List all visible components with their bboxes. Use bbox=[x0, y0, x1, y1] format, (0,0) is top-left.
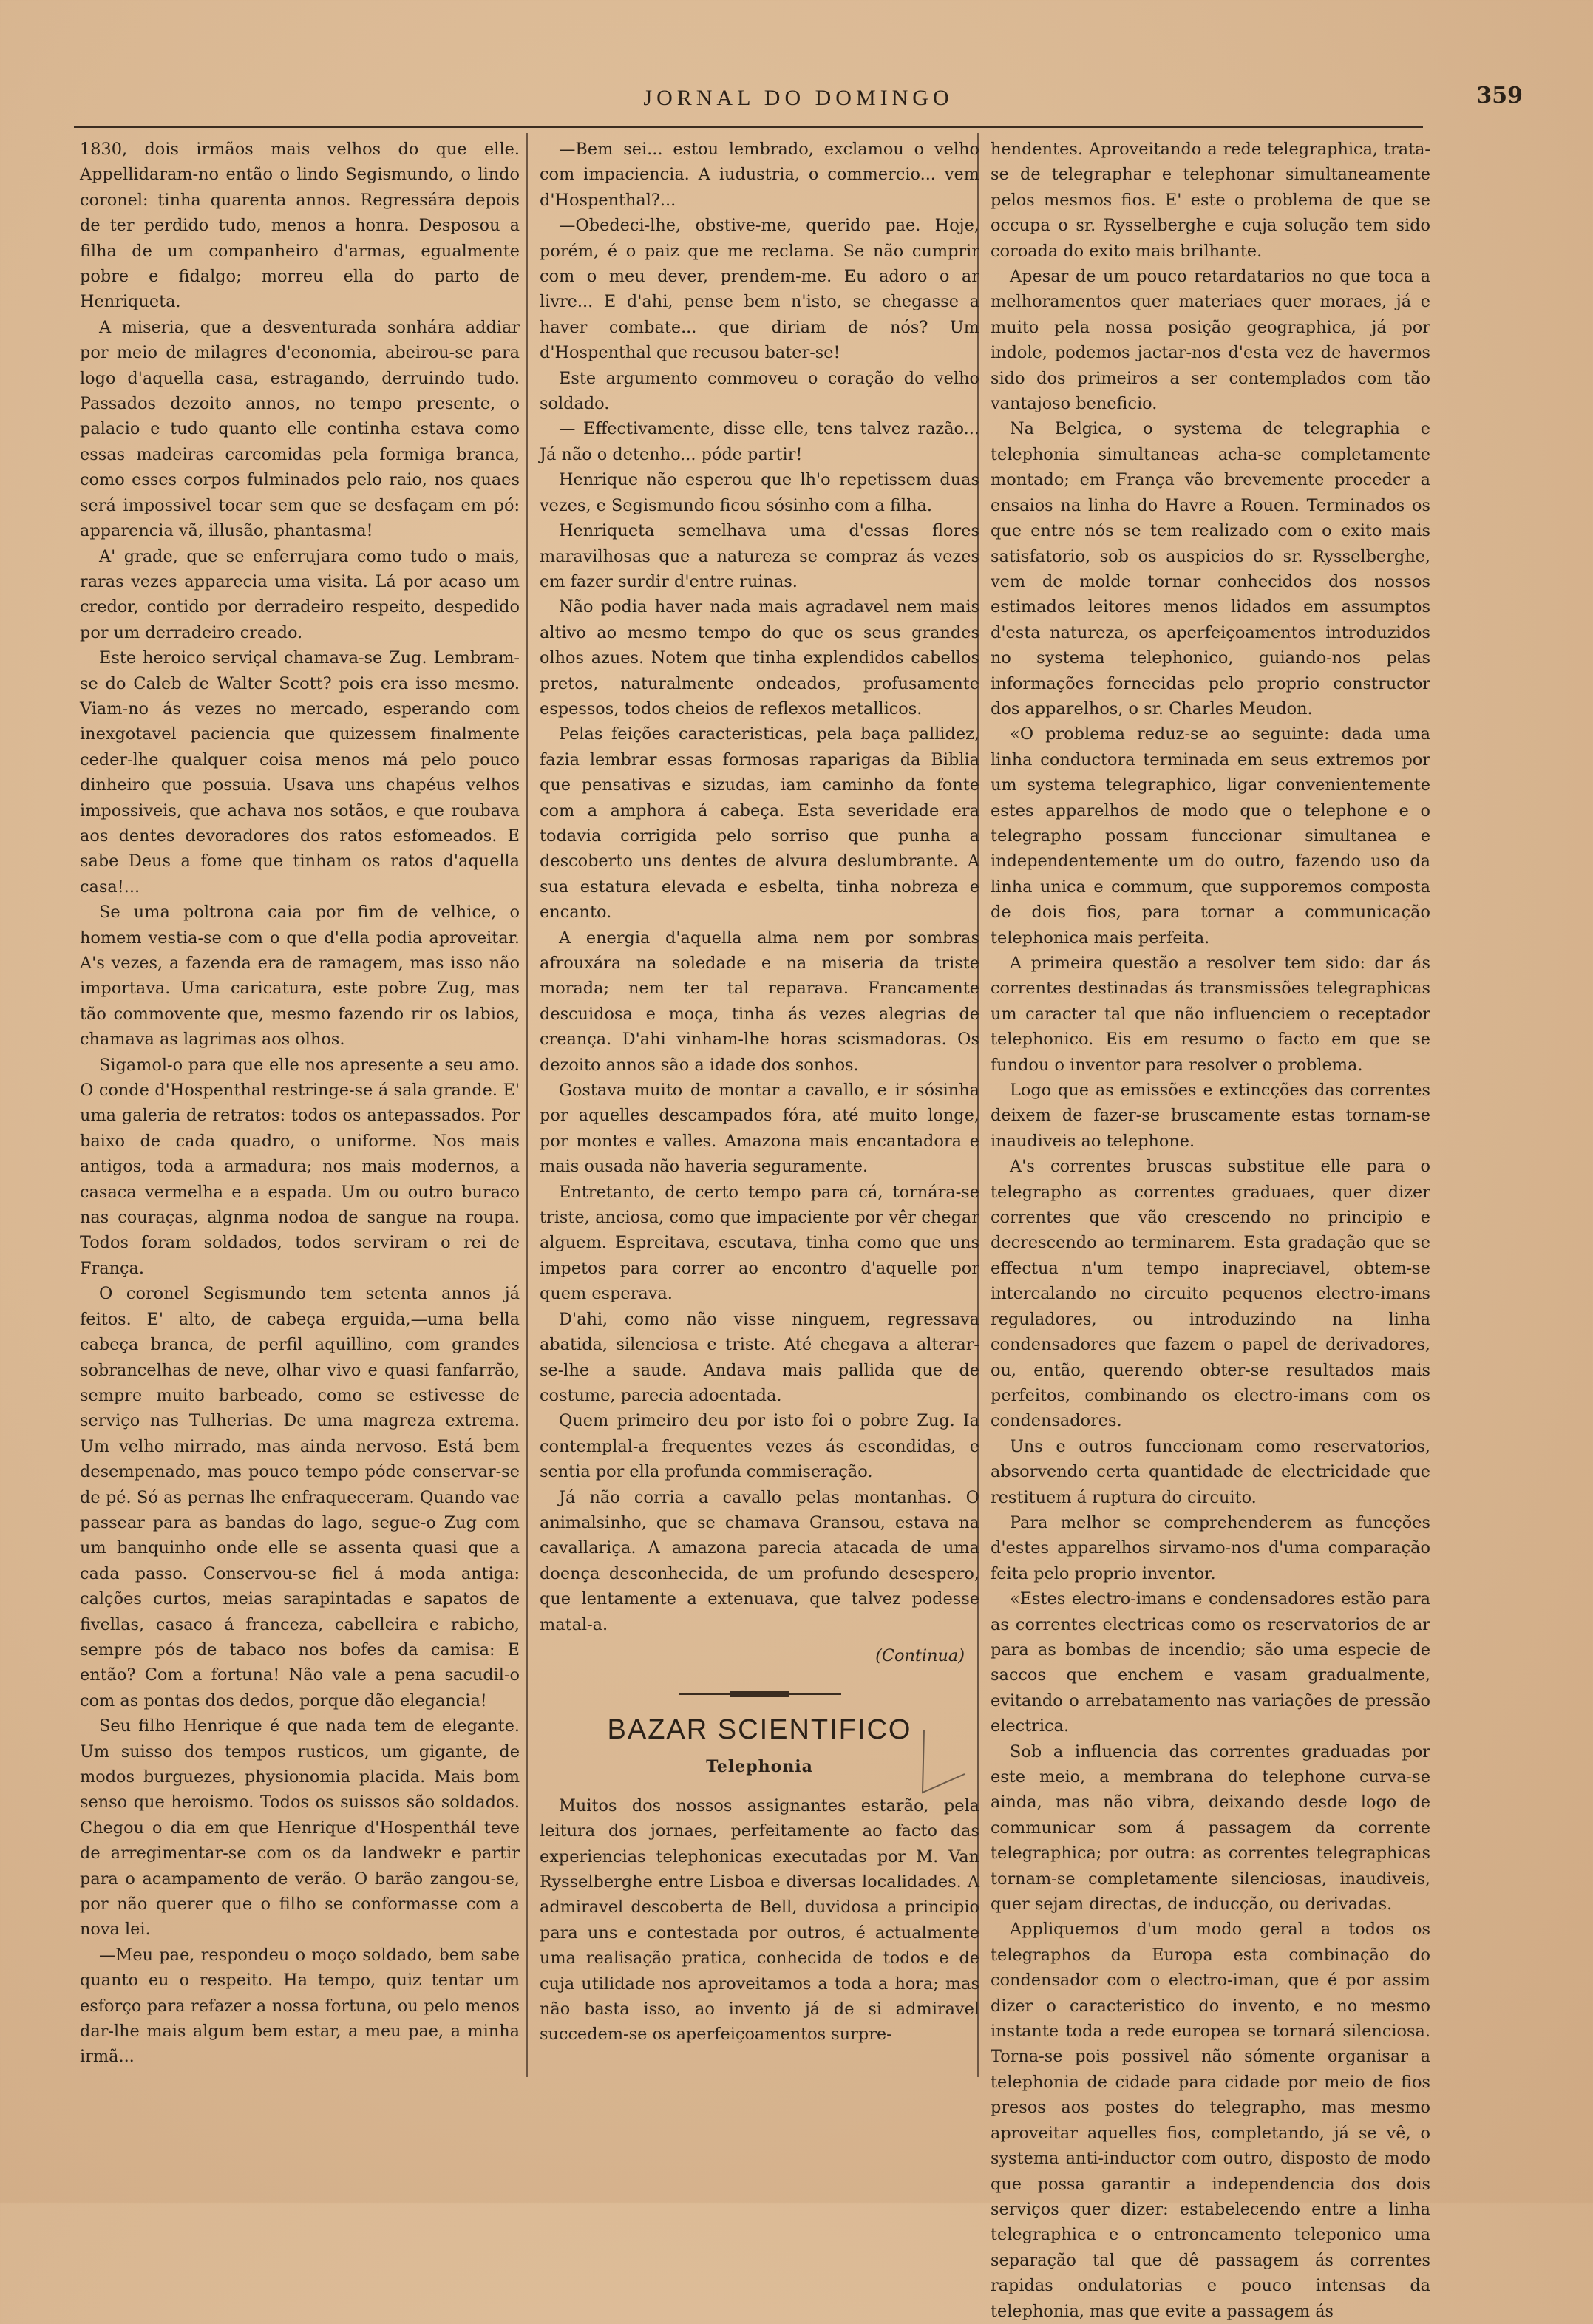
paragraph: Uns e outros funccionam como reservatorios, absorvendo certa quantidade de electricidade que restituem á ruptura do circuito. bbox=[991, 1436, 1430, 1507]
continua-label: (Continua) bbox=[875, 1645, 965, 1665]
paragraph: Quem primeiro deu por isto foi o pobre Zug. Ia contemplal-a frequentes vezes ás escondidas, e sentia por ella profunda commiseração. bbox=[540, 1411, 979, 1482]
paragraph: Pelas feições caracteristicas, pela baça pallidez, fazia lembrar essas formosas raparigas da Biblia que pensativas e sizudas, iam caminho da fonte com a amphora á cabeça. Esta severidade era todavia corrigida pelo sorriso que punha a descoberto uns dentes de alvura deslumbrante. A sua estatura elevada e esbelta, tinha nobreza e encanto. bbox=[540, 724, 979, 923]
paragraph: «O problema reduz-se ao seguinte: dada uma linha conductora terminada em seus extremos por um systema telegraphico, ligar convenientemente estes apparelhos de modo que o telephone e o telegrapho possam funccionar simultanea e independentemente um do outro, fazendo uso da linha unica e commum, que supporemos composta de dois fios, para tornar a communicação telephonica mais perfeita. bbox=[991, 724, 1430, 948]
paragraph: —Meu pae, respondeu o moço soldado, bem sabe quanto eu o respeito. Ha tempo, quiz tentar um esforço para refazer a nossa fortuna, ou pelo menos dar-lhe mais algum bem estar, a meu pae, a minha irmã... bbox=[80, 1945, 520, 2067]
paragraph: —Obedeci-lhe, obstive-me, querido pae. Hoje, porém, é o paiz que me reclama. Se não cumprir com o meu dever, prendem-me. Eu adoro o ar livre... E d'ahi, pense bem n'isto, se chegasse a haver combate... que diriam de nós? Um d'Hospenthal que recusou bater-se! bbox=[540, 216, 979, 363]
paragraph: Se uma poltrona caia por fim de velhice, o homem vestia-se com o que d'ella podia aproveitar. A's vezes, a fazenda era de ramagem, mas isso não importava. Uma caricatura, este pobre Zug, mas tão commovente que, mesmo fazendo rir os labios, chamava as lagrimas aos olhos. bbox=[80, 903, 520, 1050]
paragraph: Logo que as emissões e extincções das correntes deixem de fazer-se bruscamente estas tornam-se inaudiveis ao telephone. bbox=[991, 1081, 1430, 1151]
paragraph: «Estes electro-imans e condensadores estão para as correntes electricas como os reservatorios de ar para as bombas de incendio; são uma especie de saccos que enchem e vasam gradualmente, evitando o arrebatamento nas variações de pressão electrica. bbox=[991, 1589, 1430, 1736]
paragraph: Sigamol-o para que elle nos apresente a seu amo. O conde d'Hospenthal restringe-se á sala grande. E' uma galeria de retratos: todos os antepassados. Por baixo de cada quadro, o uniforme. Nos mais antigos, toda a armadura; nos mais modernos, a casaca vermelha e a espada. Um ou outro buraco nas couraças, algnma nodoa de sangue na roupa. Todos foram soldados, todos serviram o rei de França. bbox=[80, 1055, 520, 1278]
paragraph: Sob a influencia das correntes graduadas por este meio, a membrana do telephone curva-se ainda, mas não vibra, deixando desde logo de communicar som á passagem da corrente telegraphica; por outra: as correntes telegraphicas tornam-se completamente silenciosas, inaudiveis, quer sejam directas, de inducção, ou derivadas. bbox=[991, 1742, 1430, 1914]
paragraph: A primeira questão a resolver tem sido: dar ás correntes destinadas ás transmissões telegraphicas um caracter tal que não influenciem o receptador telephonico. Eis em resumo o facto em que se fundou o inventor para resolver o problema. bbox=[991, 954, 1430, 1075]
paragraph: Entretanto, de certo tempo para cá, tornára-se triste, anciosa, como que impaciente por vêr chegar alguem. Espreitava, escutava, tinha como que uns impetos para correr ao encontro d'aquelle por quem esperava. bbox=[540, 1182, 979, 1304]
paragraph: Henrique não esperou que lh'o repetissem duas vezes, e Segismundo ficou sósinho com a filha. bbox=[540, 470, 979, 515]
paragraph: Muitos dos nossos assignantes estarão, pela leitura dos jornaes, perfeitamente ao facto das experiencias telephonicas executadas por M. Van Rysselberghe entre Lisboa e diversas localidades. A admiravel descoberta de Bell, duvidosa a principio para uns e contestada por outros, é actualmente uma realisação pratica, conhecida de todos e de cuja utilidade nos aproveitamos a toda a hora; mas não basta isso, ao invento já de si admiravel succedem-se os aperfeiçoamentos surpre- bbox=[540, 1795, 979, 2045]
paragraph: Seu filho Henrique é que nada tem de elegante. Um suisso dos tempos rusticos, um gigante, de modos burguezes, physionomia placida. Mais bom senso que heroismo. Todos os suissos são soldados. Chegou o dia em que Henrique d'Hospenthál teve de arregimentar-se com os da landwekr e partir para o acampamento de verão. O barão zangou-se, por não querer que o filho se conformasse com a nova lei. bbox=[80, 1716, 520, 1940]
paragraph: hendentes. Aproveitando a rede telegraphica, trata-se de telegraphar e telephonar simultaneamente pelos mesmos fios. E' este o problema de que se occupa o sr. Rysselberghe e cuja solução tem sido coroada do exito mais brilhante. bbox=[991, 140, 1430, 261]
page-number: 359 bbox=[1476, 83, 1523, 109]
section-separator bbox=[679, 1691, 841, 1698]
column-divider bbox=[526, 133, 528, 2077]
paragraph: Para melhor se comprehenderem as funcções d'estes apparelhos sirvamo-nos d'uma comparação feita pelo proprio inventor. bbox=[991, 1512, 1430, 1583]
paragraph: D'ahi, como não visse ninguem, regressava abatida, silenciosa e triste. Até chegava a alterar-se-lhe a saude. Andava mais pallida que de costume, parecia adoentada. bbox=[540, 1309, 979, 1405]
paragraph: A's correntes bruscas substitue elle para o telegrapho as correntes graduaes, quer dizer correntes que vão crescendo no principio e decrescendo ao terminarem. Esta gradação que se effectua n'um tempo inapreciavel, obtem-se intercalando no circuito pequenos electro-imans reguladores, ou introduzindo na linha condensadores que fazem o papel de derivadores, ou, então, querendo obter-se resultados mais perfeitos, combinando os electro-imans com os condensadores. bbox=[991, 1157, 1430, 1431]
paragraph: A miseria, que a desventurada sonhára addiar por meio de milagres d'economia, abeirou-se para logo d'aquella casa, estragando, derruindo tudo. Passados dezoito annos, no tempo presente, o palacio e tudo quanto elle continha estava como essas madeiras carcomidas pela formiga branca, como esses corpos fulminados pelo raio, nos quaes será impossivel tocar sem que se desfaçam em pó: apparencia vã, illusão, phantasma! bbox=[80, 317, 520, 541]
pencil-mark bbox=[909, 1722, 968, 1804]
paragraph: Gostava muito de montar a cavallo, e ir sósinha por aquelles descampados fóra, até muito longe, por montes e valles. Amazona mais encantadora e mais ousada não haveria seguramente. bbox=[540, 1081, 979, 1177]
header-rule bbox=[74, 126, 1423, 128]
paragraph: Na Belgica, o systema de telegraphia e telephonia simultaneas acha-se completamente montado; em França vão brevemente proceder a ensaios na linha do Havre a Rouen. Terminados os que entre nós se tem realizado com o exito mais satisfatorio, sob os auspicios do sr. Rysselberghe, vem de molde tornar conhecidos dos nossos estimados leitores menos lidados em assumptos d'esta natureza, os aperfeiçoamentos introduzidos no systema telephonico, guiando-nos pelas informações fornecidas pelo proprio constructor dos apparelhos, o sr. Charles Meudon. bbox=[991, 419, 1430, 718]
journal-title: JORNAL DO DOMINGO bbox=[643, 86, 954, 110]
paragraph: Appliquemos d'um modo geral a todos os telegraphos da Europa esta combinação do condensador com o electro-iman, que é por assim dizer o caracteristico do invento, e no mesmo instante toda a rede europea se tornará silenciosa. Torna-se pois possivel não sómente organisar a telephonia de cidade para cidade por meio de fios presos aos postes do telegrapho, mas mesmo aproveitar aquelles fios, completando, já se vê, o systema anti-inductor com outro, disposto de modo que possa garantir a independencia dos dois serviços quer dizer: estabelecendo entre a linha telegraphica e o entroncamento teleponico uma separação tal que dê passagem ás correntes rapidas ondulatorias e pouco intensas da telephonia, mas que evite a passagem ás bbox=[991, 1920, 1430, 2321]
paragraph: Já não corria a cavallo pelas montanhas. O animalsinho, que se chamava Gransou, estava na cavallariça. A amazona parecia atacada de uma doença desconhecida, de um profundo desespero, que lentamente a extenuava, que talvez podesse matal-a. bbox=[540, 1487, 979, 1634]
paragraph: Este heroico serviçal chamava-se Zug. Lembram-se do Caleb de Walter Scott? pois era isso mesmo. Viam-no ás vezes no mercado, esperando com inexgotavel paciencia que quizessem finalmente ceder-lhe qualquer coisa menos má pelo pouco dinheiro que possuia. Usava uns chapéus velhos impossiveis, que achava nos sotãos, e que roubava aos dentes devoradores dos ratos esfomeados. E sabe Deus a fome que tinham os ratos d'aquella casa!... bbox=[80, 648, 520, 897]
paragraph: — Effectivamente, disse elle, tens talvez razão... Já não o detenho... póde partir! bbox=[540, 419, 979, 464]
paragraph: Henriqueta semelhava uma d'essas flores maravilhosas que a natureza se compraz ás vezes em fazer surdir d'entre ruinas. bbox=[540, 521, 979, 591]
page-header bbox=[74, 80, 1523, 124]
paragraph: Apesar de um pouco retardatarios no que toca a melhoramentos quer materiaes quer moraes, já e muito pela nossa posição geographica, já por indole, podemos jactar-nos d'esta vez de havermos sido dos primeiros a ser contemplados com tão vantajoso beneficio. bbox=[991, 267, 1430, 414]
paragraph: 1830, dois irmãos mais velhos do que elle. Appellidaram-no então o lindo Segismundo, o lindo coronel: tinha quarenta annos. Regressára depois de ter perdido tudo, menos a honra. Desposou a filha de um companheiro d'armas, egualmente pobre e fidalgo; morreu ella do parto de Henriqueta. bbox=[80, 140, 520, 312]
paragraph: O coronel Segismundo tem setenta annos já feitos. E' alto, de cabeça erguida,—uma bella cabeça branca, de perfil aquillino, com grandes sobrancelhas de neve, olhar vivo e quasi fanfarrão, sempre muito barbeado, como se estivesse de serviço nas Tulherias. De uma magreza extrema. Um velho mirrado, mas ainda nervoso. Está bem desempenado, mas pouco tempo póde conservar-se de pé. Só as pernas lhe enfraqueceram. Quando vae passear para as bandas do lago, segue-o Zug com um banquinho onde elle se assenta quasi que a cada passo. Conservou-se fiel á moda antiga: calções curtos, meias sarapintadas e sapatos de fivellas, casaco á franceza, cabelleira e rabicho, sempre pós de tabaco nos bofes da camisa: E então? Com a fortuna! Não vale a pena sacudil-o com as pontas dos dedos, porque dão elegancia! bbox=[80, 1284, 520, 1710]
paragraph: Este argumento commoveu o coração do velho soldado. bbox=[540, 368, 979, 414]
section-title: BAZAR SCIENTIFICO bbox=[607, 1714, 912, 1746]
column-3 bbox=[991, 137, 1430, 2321]
section-subtitle: Telephonia bbox=[706, 1757, 813, 1777]
paragraph: —Bem sei... estou lembrado, exclamou o velho com impaciencia. A iudustria, o commercio... vem d'Hospenthal?... bbox=[540, 140, 979, 210]
paragraph: A' grade, que se enferrujara como tudo o mais, raras vezes apparecia uma visita. Lá por acaso um credor, contido por derradeiro respeito, despedido por um derradeiro creado. bbox=[80, 546, 520, 642]
paragraph: A energia d'aquella alma nem por sombras afrouxára na soledade e na miseria da triste morada; nem ter tal reparava. Francamente descuidosa e moça, tinha ás vezes alegrias de creança. D'ahi vinham-lhe horas scismadoras. Os dezoito annos são a idade dos sonhos. bbox=[540, 928, 979, 1075]
paragraph: Não podia haver nada mais agradavel nem mais altivo ao mesmo tempo do que os seus grandes olhos azues. Notem que tinha explendidos cabellos pretos, naturalmente ondeados, profusamente espessos, todos cheios de reflexos metallicos. bbox=[540, 597, 979, 718]
column-1 bbox=[80, 137, 520, 2073]
